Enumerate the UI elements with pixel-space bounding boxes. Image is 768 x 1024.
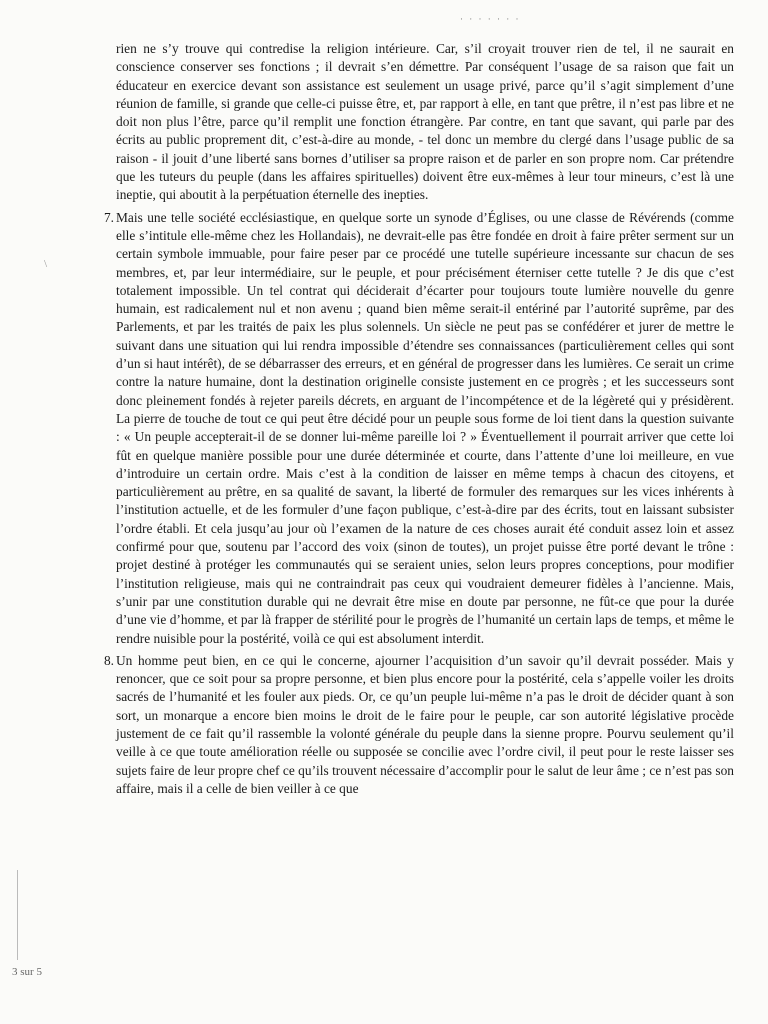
paragraph-text: rien ne s’y trouve qui contredise la religion intérieure. Car, s’il croyait trouver rien de tel, il ne saurait en conscience conserver ses fonctions ; il devrait s’en démettre. Par conséquent l’usage de sa raison que fait un éducateur en exercice devant son assistance est seulement un usage privé, parce qu’il s’agit simplement d’une réunion de famille, si grande que celle-ci puisse être, et, par rapport à elle, en tant que prêtre, il n’est pas libre et ne doit non plus l’être, parce qu’il remplit une fonction étrangère. Par contre, en tant que savant, qui parle par des écrits au public proprement dit, c’est-à-dire au monde, - tel donc un membre du clergé dans l’usage public de sa raison - il jouit d’une liberté sans bornes d’utiliser sa propre raison et de parler en son propre nom. Car prétendre que les tuteurs du peuple (dans les affaires spirituelles) doivent être eux-mêmes à leur tour mineurs, c’est là une ineptie, qui aboutit à la perpétuation éternelle des inepties.	[116, 41, 734, 203]
paragraph-text: Mais une telle société ecclésiastique, en quelque sorte un synode d’Églises, ou une classe de Révérends (comme elle s’intitule elle-même chez les Hollandais), ne devrait-elle pas être fondée en droit à faire prêter serment sur un certain symbole immuable, pour faire peser par ce procédé une tutelle supérieure incessante sur chacun de ses membres, et, par leur intermédiaire, sur le peuple, et pour précisément éterniser cette tutelle ? Je dis que c’est totalement impossible. Un tel contrat qui déciderait d’écarter pour toujours toute lumière nouvelle du genre humain, est radicalement nul et non avenu ; quand bien même serait-il entériné par l’autorité suprême, par des Parlements, et par les traités de paix les plus solennels. Un siècle ne peut pas se confédérer et jurer de mettre le suivant dans une situation qui lui rendra impossible d’étendre ses connaissances (particulièrement celles qui sont d’un si haut intérêt), de se débarrasser des erreurs, et en général de progresser dans les lumières. Ce serait un crime contre la nature humaine, dont la destination originelle consiste justement en ce progrès ; et les successeurs sont donc pleinement fondés à rejeter pareils décrets, en arguant de l’incompétence et de la légèreté qui y présidèrent. La pierre de touche de tout ce qui peut être décidé pour un peuple sous forme de loi tient dans la question suivante : « Un peuple accepterait-il de se donner lui-même pareille loi ? » Éventuellement il pourrait arriver que cette loi fût en quelque manière possible pour une durée déterminée et courte, dans l’attente d’une loi meilleure, en vue d’introduire un certain ordre. Mais c’est à la condition de laisser en même temps à chacun des citoyens, et particulièrement au prêtre, en sa qualité de savant, la liberté de formuler des remarques sur les vices inhérents à l’institution actuelle, et de les formuler d’une façon publique, c’est-à-dire par des écrits, tout en laissant subsister l’ordre établi. Et cela jusqu’au jour où l’examen de la nature de ces choses aurait été conduit assez loin et assez confirmé pour que, soutenu par l’accord des voix (sinon de toutes), un projet puisse être porté devant le trône : projet destiné à protéger les communautés qui se seraient unies, selon leurs propres conceptions, pour modifier l’institution religieuse, mais qui ne contraindrait pas ceux qui voudraient demeurer fidèles à l’ancienne. Mais, s’unir par une constitution durable qui ne devrait être mise en doute par personne, ne fût-ce que pour la durée d’une vie d’homme, et par là frapper de stérilité pour le progrès de l’humanité un certain laps de temps, et même le rendre nuisible pour la postérité, voilà ce qui est absolument interdit.	[116, 209, 734, 646]
paragraph-text: Un homme peut bien, en ce qui le concerne, ajourner l’acquisition d’un savoir qu’il devrait posséder. Mais y renoncer, que ce soit pour sa propre personne, et bien plus encore pour la postérité, cela s’appelle voiler les droits sacrés de l’humanité et les fouler aux pieds. Or, ce qu’un peuple lui-même n’a pas le droit de décider quant à son sort, un monarque a encore bien moins le droit de le faire pour le peuple, car son autorité législative procède justement de ce fait qu’il rassemble la volonté générale du peuple dans la sienne propre. Pourvu seulement qu’il veille à ce que toute amélioration réelle ou supposée se concilie avec l’ordre civil, il peut pour le reste laisser ses sujets faire de leur propre chef ce qu’ils trouvent nécessaire d’accomplir pour le salut de leur âme ; ce n’est pas son affaire, mais il a celle de bien veiller à ce que	[116, 652, 734, 796]
page-number: 3 sur 5	[12, 966, 42, 978]
document-body	[80, 40, 734, 802]
paragraph-number: 8.	[103, 652, 114, 668]
paragraph-continued	[80, 40, 734, 205]
paragraph-7	[80, 209, 734, 648]
margin-mark: \	[44, 258, 48, 270]
margin-rule	[17, 870, 18, 960]
header-scan-marks: · · · · · · ·	[460, 14, 521, 24]
paragraph-number: 7.	[103, 209, 114, 225]
paragraph-8	[80, 652, 734, 798]
